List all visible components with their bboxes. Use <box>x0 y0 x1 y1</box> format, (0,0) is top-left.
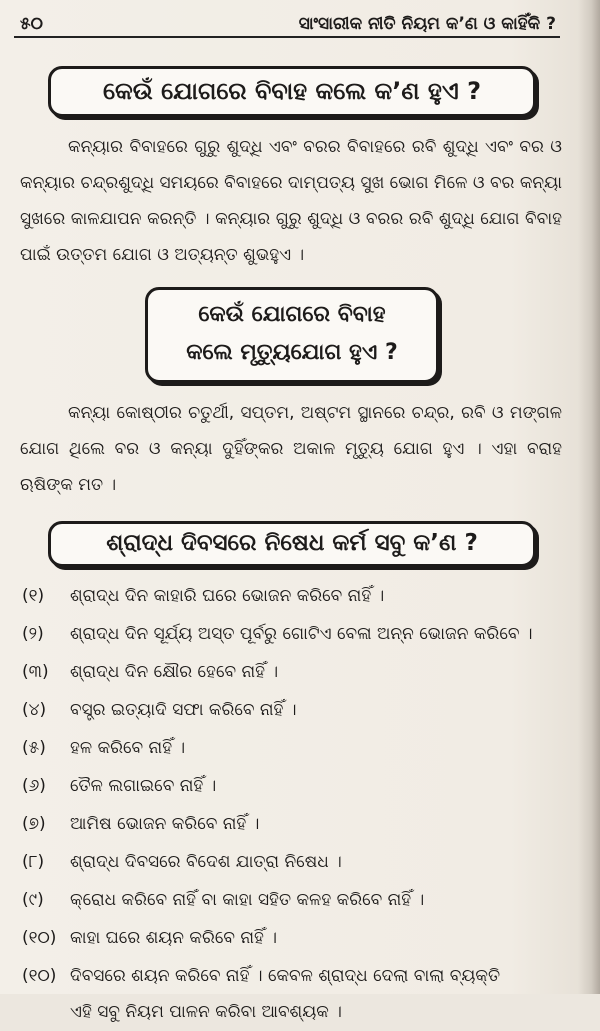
question-box-death-yoga <box>145 287 439 383</box>
list-item <box>22 577 570 615</box>
list-item <box>22 653 570 691</box>
question-heading: କେଉଁ ଯୋଗରେ ବିବାହ କଲେ କ’ଣ ହୁଏ ? <box>102 77 482 105</box>
question-heading: ଶ୍ରାଦ୍ଧ ଦିବସରେ ନିଷେଧ କର୍ମ ସବୁ କ’ଣ ? <box>106 530 478 556</box>
question-box-marriage-yoga <box>48 66 536 117</box>
item-text: କାହା ଘରେ ଶୟନ କରିବେ ନାହିଁ । <box>70 928 277 948</box>
page-number: ୫୦ <box>20 14 43 34</box>
list-item <box>22 843 570 881</box>
item-number: (୧୦) <box>22 966 57 986</box>
item-text: ଶ୍ରାଦ୍ଧ ଦିନ ସୂର୍ଯ୍ୟ ଅସ୍ତ ପୂର୍ବରୁ ଗୋଟିଏ ବେଳା ଅନ୍ନ ଭୋଜନ କରିବେ । <box>70 624 533 644</box>
list-item <box>22 767 570 805</box>
page-header <box>14 0 560 38</box>
item-number: (୪) <box>22 700 47 720</box>
list-item <box>22 729 570 767</box>
list-item-continuation: ଏହି ସବୁ ନିୟମ ପାଳନ କରିବା ଆବଶ୍ୟକ । <box>70 1002 342 1022</box>
item-text: ହଳ କରିବେ ନାହିଁ । <box>70 738 186 758</box>
answer-paragraph: କନ୍ୟାର ବିବାହରେ ଗୁରୁ ଶୁଦ୍ଧି ଏବଂ ବରର ବିବାହରେ ରବି ଶୁଦ୍ଧି ଏବଂ ବର ଓ କନ୍ୟାର ଚନ୍ଦ୍ରଶୁଦ୍ଧି ସମୟରେ ବିବାହରେ ଦାମ୍ପତ୍ୟ ସୁଖ ଭୋଗ ମିଳେ ଓ ବର କନ୍ୟା ସୁଖରେ କାଳଯାପନ କରନ୍ତି । କନ୍ୟାର ଗୁରୁ ଶୁଦ୍ଧି ଓ ବରର ରବି ଶୁଦ୍ଧି ଯୋଗ ବିବାହ ପାଇଁ ଉତ୍ତମ ଯୋଗ ଓ ଅତ୍ୟନ୍ତ ଶୁଭହୁଏ । <box>20 137 563 265</box>
item-text: ଆମିଷ ଭୋଜନ କରିବେ ନାହିଁ । <box>70 814 260 834</box>
item-text: ଦିବସରେ ଶୟନ କରିବେ ନାହିଁ । କେବଳ ଶ୍ରାଦ୍ଧ ଦେଲା ବାଲା ବ୍ୟକ୍ତି <box>70 966 501 986</box>
item-text: ଶ୍ରାଦ୍ଧ ଦିବସରେ ବିଦେଶ ଯାତ୍ରା ନିଷେଧ । <box>70 852 342 872</box>
item-text: ତୈଳ ଲଗାଇବେ ନାହିଁ । <box>70 776 217 796</box>
list-item <box>22 881 570 919</box>
list-item <box>22 919 570 957</box>
item-number: (୩) <box>22 662 49 682</box>
item-number: (୯) <box>22 890 44 910</box>
prohibition-list <box>14 577 570 1031</box>
item-text: ଶ୍ରାଦ୍ଧ ଦିନ କାହାରି ଘରେ ଭୋଜନ କରିବେ ନାହିଁ । <box>70 586 385 606</box>
item-number: (୧୦) <box>22 928 57 948</box>
item-text: ବସ୍ତ୍ର ଇତ୍ୟାଦି ସଫା କରିବେ ନାହିଁ । <box>70 700 297 720</box>
list-item <box>22 615 570 653</box>
list-item <box>22 805 570 843</box>
item-number: (୫) <box>22 738 46 758</box>
item-text: ଶ୍ରାଦ୍ଧ ଦିନ କ୍ଷୌର ହେବେ ନାହିଁ । <box>70 662 279 682</box>
list-item <box>22 691 570 729</box>
item-number: (୧) <box>22 586 45 606</box>
question-box-shraddha-prohibitions <box>48 521 536 567</box>
running-title: ସାଂସାରୀକ ନୀତି ନିୟମ କ’ଣ ଓ କାହିଁକି ? <box>298 14 556 34</box>
item-number: (୭) <box>22 814 46 834</box>
item-number: (୮) <box>22 852 45 872</box>
item-number: (୨) <box>22 624 44 644</box>
list-item <box>22 957 570 995</box>
question-heading-line1: କେଉଁ ଯୋଗରେ ବିବାହ <box>198 302 386 327</box>
item-text: କ୍ରୋଧ କରିବେ ନାହିଁ ବା କାହା ସହିତ କଳହ କରିବେ ନାହିଁ । <box>70 890 425 910</box>
question-heading-line2: କଲେ ମୃତ୍ୟୁଯୋଗ ହୁଏ ? <box>186 340 398 365</box>
item-number: (୬) <box>22 776 46 796</box>
answer-paragraph: କନ୍ୟା କୋଷ୍ଠୀର ଚତୁର୍ଥୀ, ସପ୍ତମ, ଅଷ୍ଟମ ସ୍ଥାନରେ ଚନ୍ଦ୍ର, ରବି ଓ ମଙ୍ଗଳ ଯୋଗ ଥିଲେ ବର ଓ କନ୍ୟା ଦୁହିଁଙ୍କର ଅକାଳ ମୃତ୍ୟୁ ଯୋଗ ହୁଏ । ଏହା ବରାହ ଋଷିଙ୍କ ମତ । <box>20 403 562 495</box>
page-spine-shadow <box>578 0 600 994</box>
